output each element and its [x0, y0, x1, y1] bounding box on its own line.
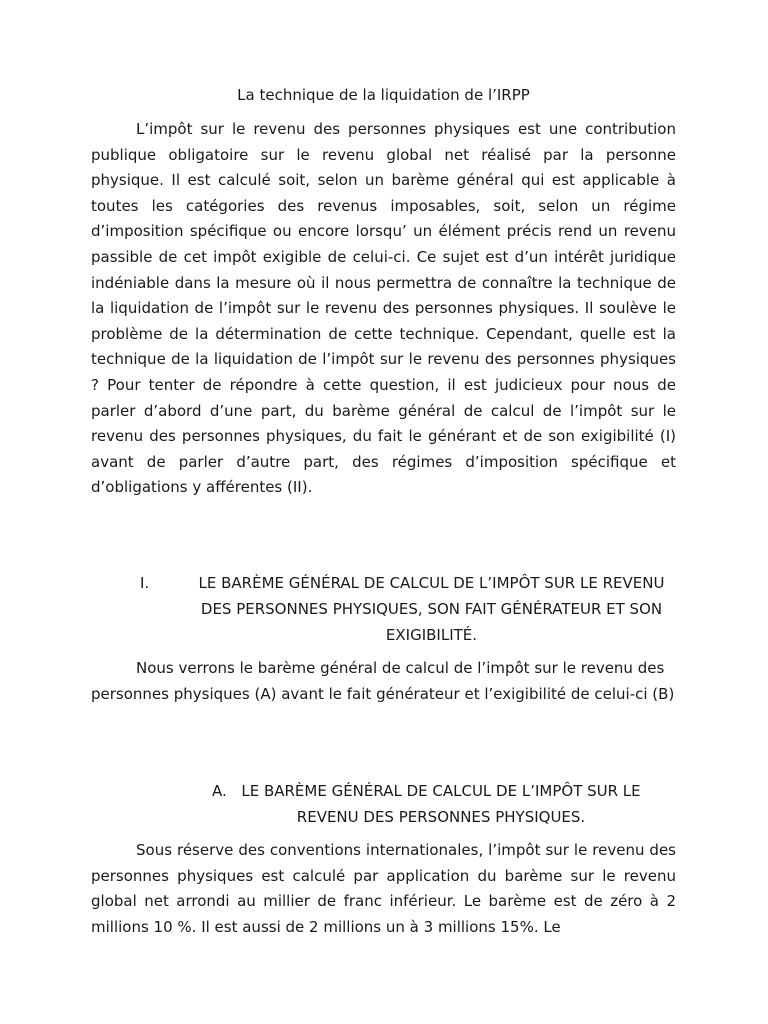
section-1-title: LE BARÈME GÉNÉRAL DE CALCUL DE L’IMPÔT SUR LE REVENU DES PERSONNES PHYSIQUES, SON FAIT GÉNÉRATEUR ET SON EXIGIBILITÉ. [198, 574, 665, 644]
subsection-a-number: A. [212, 782, 227, 800]
subsection-a-title: LE BARÈME GÉNÉRAL DE CALCUL DE L’IMPÔT SUR LE REVENU DES PERSONNES PHYSIQUES. [241, 782, 641, 826]
section-1-number: I. [140, 574, 150, 592]
subsection-a-paragraph: Sous réserve des conventions internationales, l’impôt sur le revenu des personnes physiques est calculé par application du barème sur le revenu global net arrondi au millier de franc inférieur. Le barème est de zéro à 2 millions 10 %. Il est aussi de 2 millions un à 3 millions 15%. Le [91, 841, 676, 936]
section-1-paragraph: Nous verrons le barème général de calcul de l’impôt sur le revenu des personnes physiques (A) avant le fait générateur et l’exigibilité de celui-ci (B) [91, 659, 675, 703]
document-title: La technique de la liquidation de l’IRPP [237, 86, 530, 104]
intro-paragraph: L’impôt sur le revenu des personnes physiques est une contribution publique obligatoire sur le revenu global net réalisé par la personne physique. Il est calculé soit, selon un barème général qui est applicable à toutes les catégories des revenus imposables, soit, selon un régime d’imposition spécifique ou encore lorsqu’ un élément précis rend un revenu passible de cet impôt exigible de celui-ci. Ce sujet est d’un intérêt juridique indéniable dans la mesure où il nous permettra de connaître la technique de la liquidation de l’impôt sur le revenu des personnes physiques. Il soulève le problème de la détermination de cette technique. Cependant, quelle est la technique de la liquidation de l’impôt sur le revenu des personnes physiques ? Pour tenter de répondre à cette question, il est judicieux pour nous de parler d’abord d’une part, du barème général de calcul de l’impôt sur le revenu des personnes physiques, du fait le générant et de son exigibilité (I) avant de parler d’autre part, des régimes d’imposition spécifique et d’obligations y afférentes (II). [91, 120, 676, 497]
